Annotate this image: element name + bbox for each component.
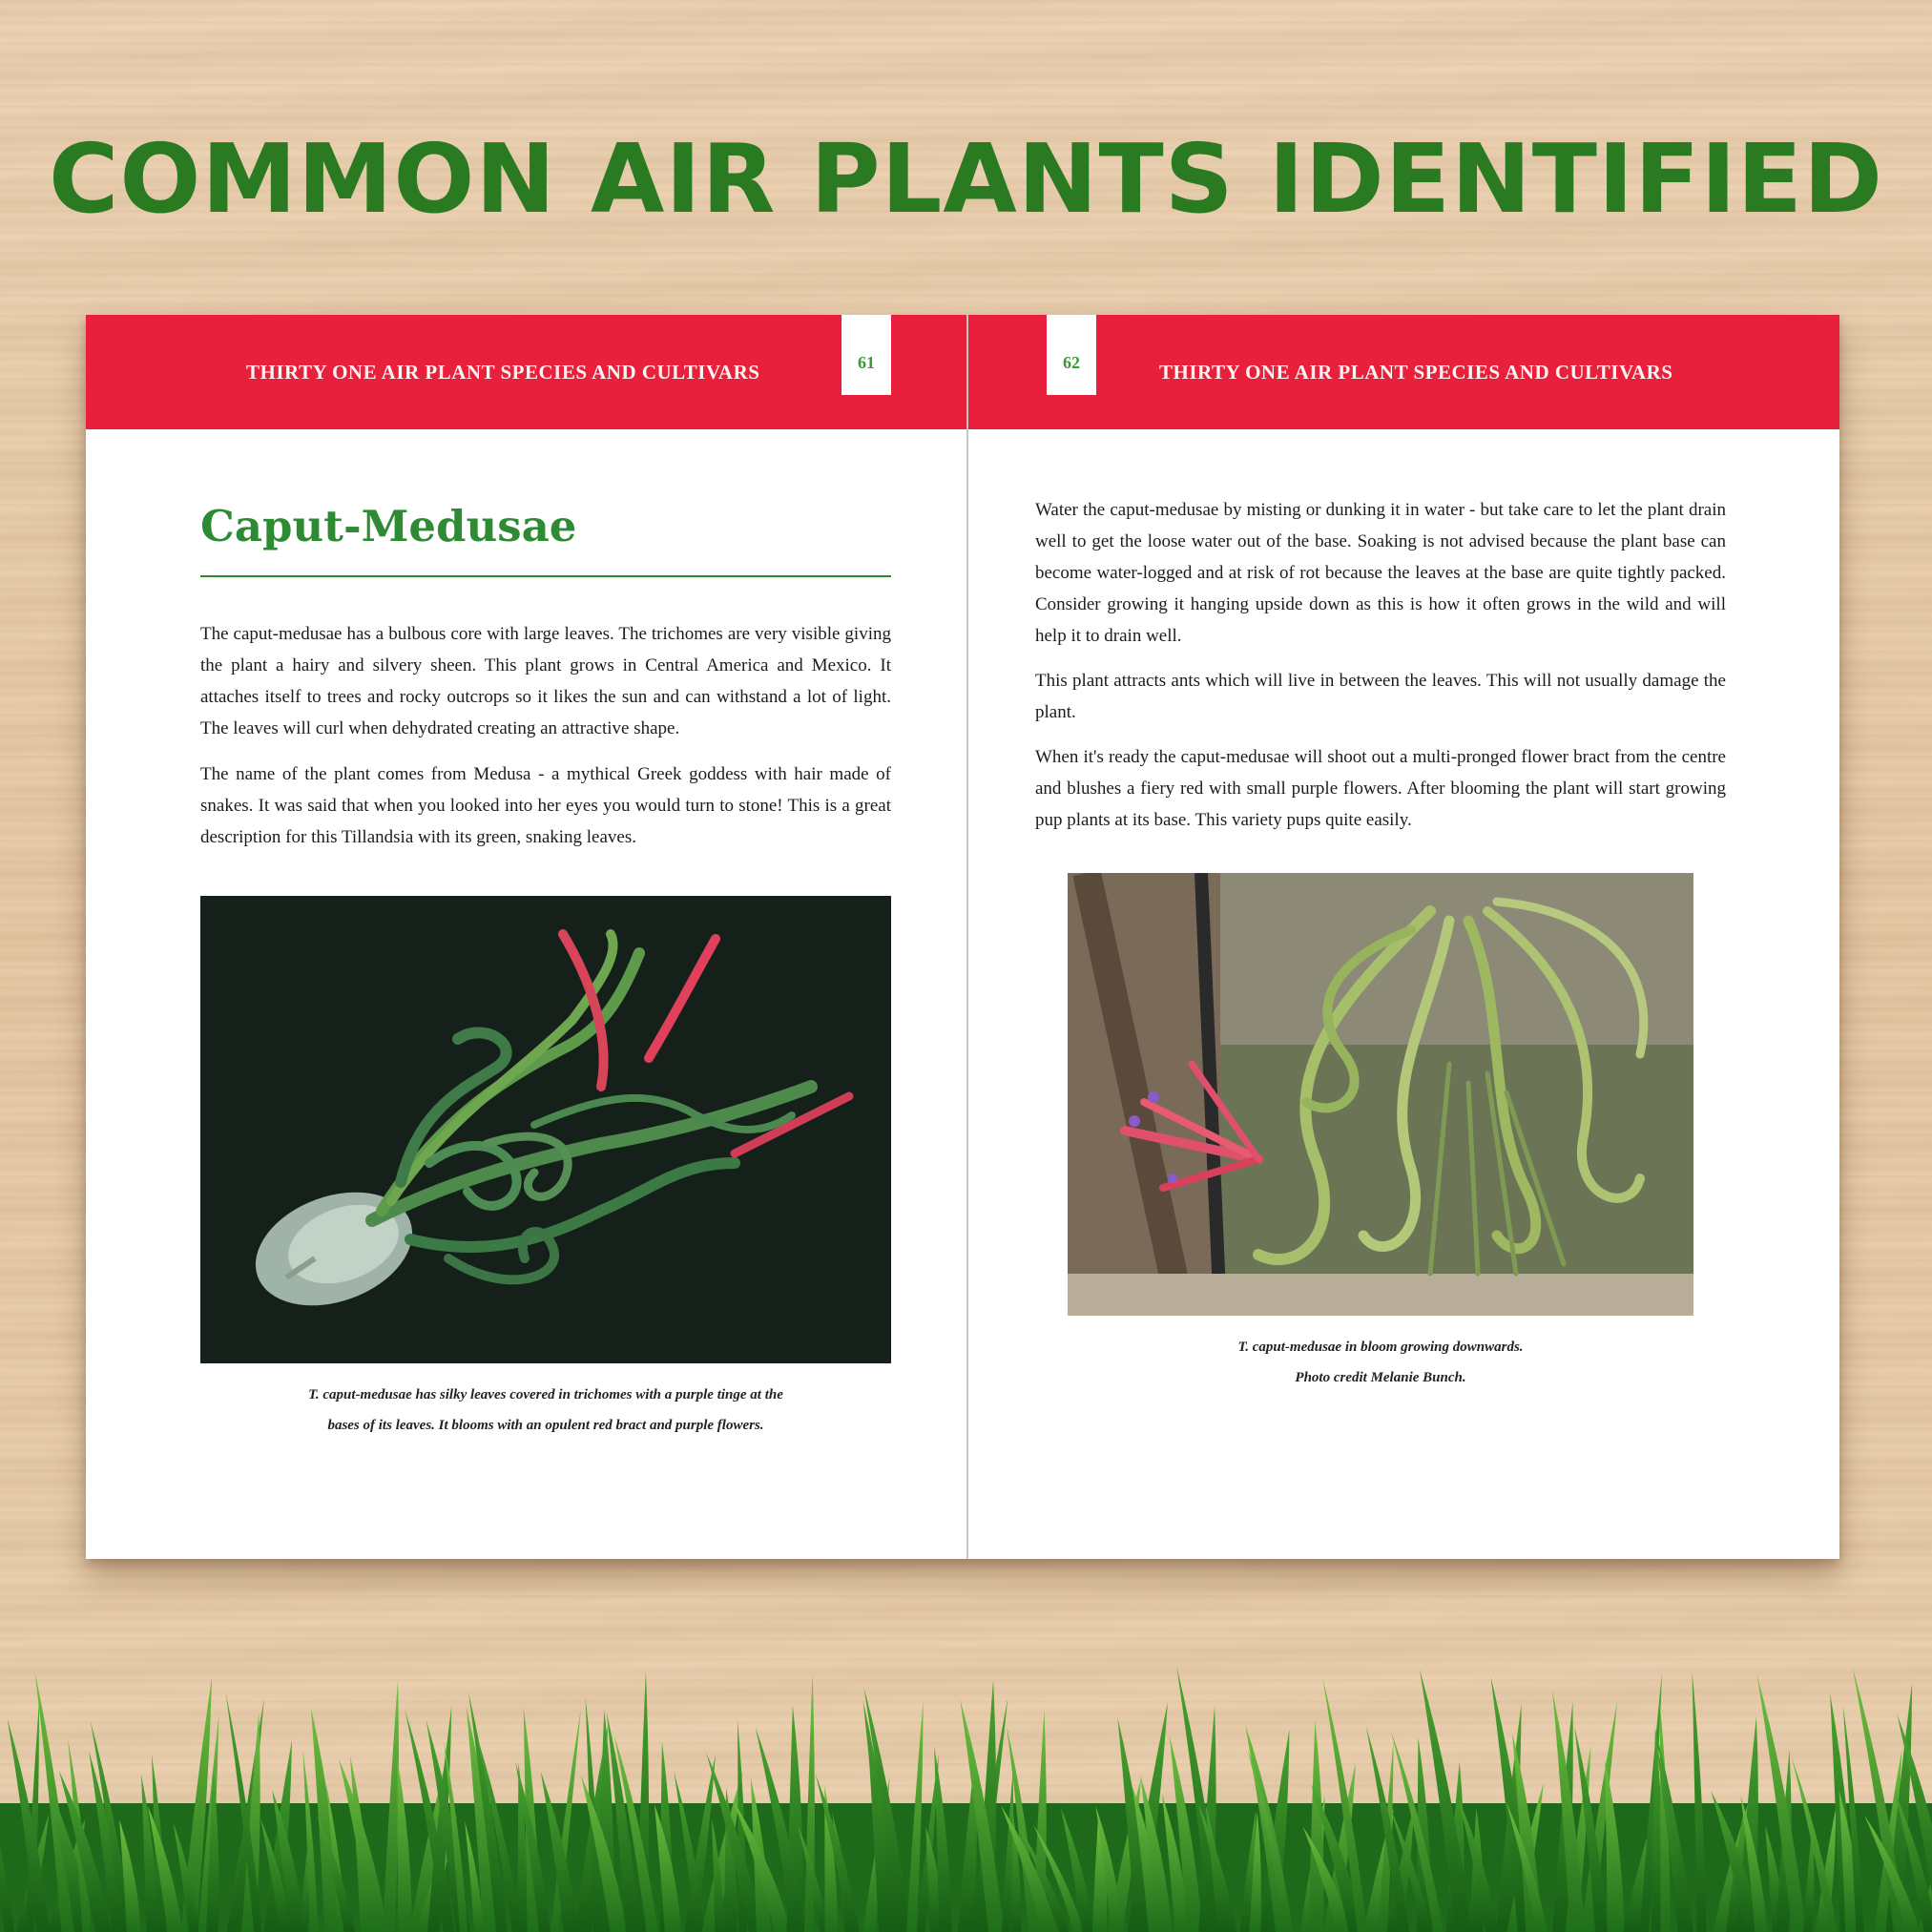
book-spread	[86, 315, 1839, 1559]
caption-line: T. caput-medusae has silky leaves covered in trichomes with a purple tinge at the	[308, 1387, 783, 1402]
running-head-band	[968, 315, 1839, 429]
running-head: THIRTY ONE AIR PLANT SPECIES AND CULTIVARS	[1159, 361, 1673, 384]
page-number: 62	[1047, 315, 1096, 395]
plant-photo-garden	[1068, 873, 1693, 1316]
paragraph: The name of the plant comes from Medusa - a mythical Greek goddess with hair made of snakes. It was said that when you looked into her eyes you would turn to stone! This is a great description for this Tillandsia with its green, snaking leaves.	[200, 764, 891, 847]
plant-photo-studio	[200, 896, 891, 1363]
title-rule	[200, 575, 891, 577]
running-head-band	[86, 315, 966, 429]
chapter-title: Caput-Medusae	[200, 501, 577, 551]
photo-caption	[1068, 1332, 1693, 1393]
page-number: 61	[841, 315, 891, 395]
left-page	[86, 315, 966, 1559]
air-plant-garden-illustration	[1068, 873, 1693, 1316]
paragraph: This plant attracts ants which will live in between the leaves. This will not usually damage the plant.	[1035, 671, 1726, 722]
paragraph: The caput-medusae has a bulbous core with large leaves. The trichomes are very visible giving the plant a hairy and silvery sheen. This plant grows in Central America and Mexico. It attaches itself to trees and rocky outcrops so it likes the sun and can withstand a lot of light. The leaves will curl when dehydrated creating an attractive shape.	[200, 624, 891, 738]
paragraph: When it's ready the caput-medusae will shoot out a multi-pronged flower bract from the centre and blushes a fiery red with small purple flowers. After blooming the plant will start growing pup plants at its base. This variety pups quite easily.	[1035, 747, 1726, 830]
caption-line: Photo credit Melanie Bunch.	[1295, 1370, 1466, 1385]
paragraph: Water the caput-medusae by misting or dunking it in water - but take care to let the plant drain well to get the loose water out of the base. Soaking is not advised because the plant base can become water-logged and at risk of rot because the leaves at the base are quite tightly packed. Consider growing it hanging upside down as this is how it often grows in the wild and will help it to drain well.	[1035, 500, 1726, 646]
running-head: THIRTY ONE AIR PLANT SPECIES AND CULTIVARS	[246, 361, 760, 384]
grass-border	[0, 1660, 1932, 1932]
air-plant-illustration	[200, 896, 891, 1363]
right-page	[968, 315, 1839, 1559]
headline: COMMON AIR PLANTS IDENTIFIED	[49, 123, 1883, 235]
photo-caption	[200, 1380, 891, 1441]
caption-line: bases of its leaves. It blooms with an opulent red bract and purple flowers.	[327, 1418, 764, 1433]
caption-line: T. caput-medusae in bloom growing downwards.	[1237, 1340, 1524, 1355]
